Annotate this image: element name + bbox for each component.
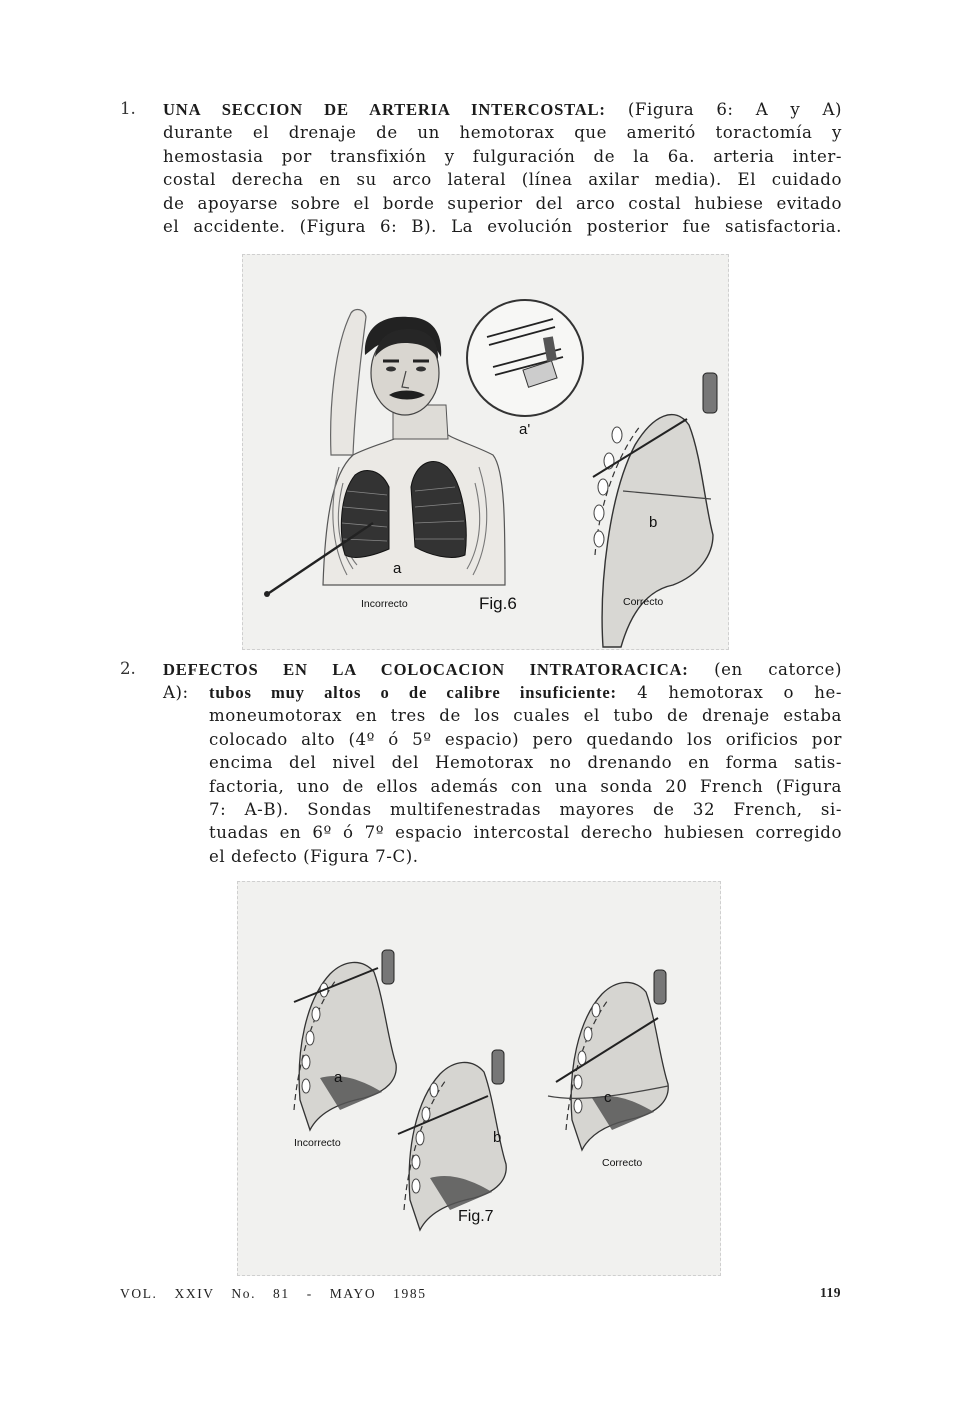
figure-7-correct-label: Correcto — [602, 1157, 643, 1169]
section-2-line: moneumotorax en tres de los cuales el tubo de drenaje estaba — [209, 706, 842, 726]
figure-7-label-c: c — [604, 1089, 612, 1106]
section-2-line: tubos muy altos o de calibre insuficiente: 4 hemotorax o he- — [209, 683, 842, 702]
figure-7-title: Fig.7 — [458, 1208, 494, 1225]
section-2-line: factoria, uno de ellos además con una sonda 20 French (Figura — [209, 776, 842, 796]
figure-6-label-a-prime: a' — [519, 421, 531, 438]
figure-7-label-a: a — [334, 1069, 343, 1086]
figure-7-label-b: b — [493, 1129, 502, 1146]
section-2-line: 7: A-B). Sondas multifenestradas mayores de 32 French, si- — [209, 800, 842, 820]
section-1-number: 1. — [120, 99, 136, 118]
section-2-heading-tail: (en catorce) — [714, 660, 842, 679]
figure-6-label-a: a — [393, 560, 402, 577]
section-2-line: encima del nivel del Hemotorax no drenando en forma satis- — [209, 753, 842, 773]
figure-6-label-b: b — [649, 514, 658, 531]
section-1-line: de apoyarse sobre el borde superior del arco costal hubiese evitado — [163, 193, 842, 213]
section-2-heading: DEFECTOS EN LA COLOCACION INTRATORACICA: — [163, 660, 689, 679]
section-2-heading-line — [163, 658, 842, 681]
figure-6-illustration — [243, 255, 728, 649]
figure-6 — [242, 254, 729, 650]
page-number: 119 — [820, 1285, 842, 1300]
section-1-line: durante el drenaje de un hemotorax que ameritó toractomía y — [163, 123, 842, 143]
footer-volume-info: VOL. XXIV No. 81 - MAYO 1985 — [120, 1286, 427, 1301]
figure-7-incorrect-label: Incorrecto — [294, 1137, 341, 1149]
section-1-paragraph — [163, 98, 842, 238]
section-1-line: costal derecha en su arco lateral (línea axilar media). El cuidado — [163, 170, 842, 190]
section-1-line: UNA SECCION DE ARTERIA INTERCOSTAL: (Figura 6: A y A) — [163, 100, 843, 119]
section-2-number: 2. — [120, 659, 136, 678]
section-2-line: el defecto (Figura 7-C). — [209, 846, 419, 866]
section-1-line: el accidente. (Figura 6: B). La evolución posterior fue satisfactoria. — [163, 217, 842, 237]
section-2-line: colocado alto (4º ó 5º espacio) pero quedando los orificios por — [209, 729, 842, 749]
figure-6-title: Fig.6 — [479, 594, 517, 613]
figure-7 — [237, 881, 721, 1276]
section-2-line: tuadas en 6º ó 7º espacio intercostal derecho hubiesen corregido — [209, 823, 842, 843]
subsection-a-heading: tubos muy altos o de calibre insuficiente: — [209, 683, 617, 702]
section-2-paragraph — [209, 681, 842, 868]
section-1-line: hemostasia por transfixión y fulguración de la 6a. arteria inter- — [163, 146, 842, 166]
figure-6-correct-label: Correcto — [623, 596, 664, 608]
figure-7-illustration — [238, 882, 720, 1275]
subsection-a-label: A): — [163, 683, 189, 702]
figure-6-incorrect-label: Incorrecto — [361, 598, 408, 610]
section-1-heading: UNA SECCION DE ARTERIA INTERCOSTAL: — [163, 100, 606, 119]
